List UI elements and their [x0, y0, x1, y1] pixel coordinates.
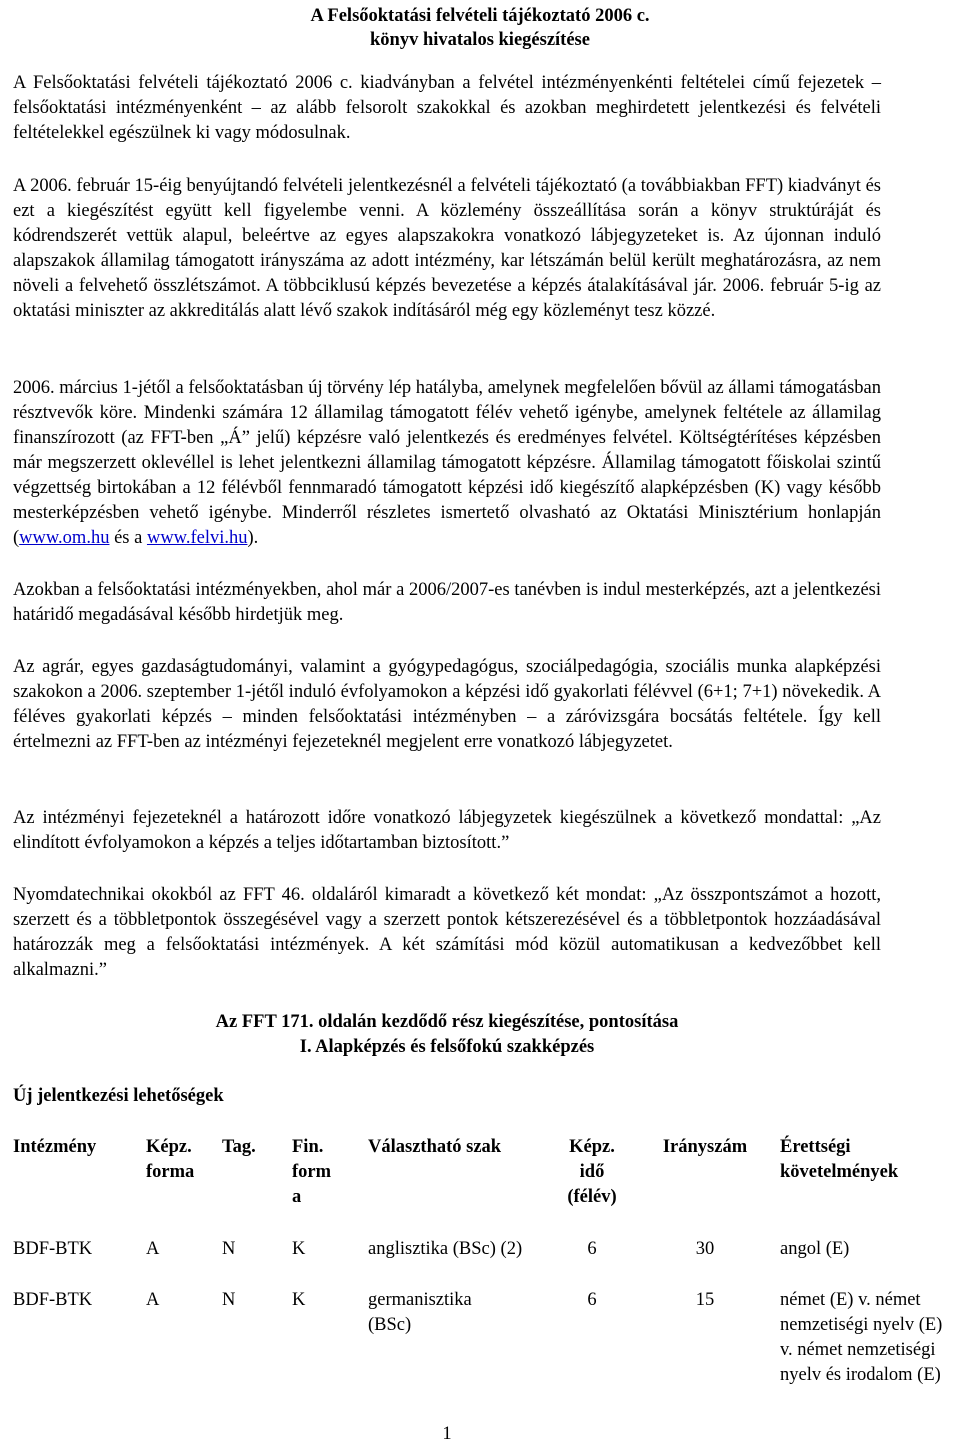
- paragraph-new-law: [13, 376, 881, 551]
- col-header-kepzesi-ido: Képz. idő (félév): [567, 1137, 617, 1207]
- col-header-valaszthato-szak: Választható szak: [368, 1137, 502, 1157]
- cell-szak: anglisztika (BSc) (2): [368, 1239, 523, 1259]
- paragraph-fft: A 2006. február 15-éig benyújtandó felvételi jelentkezésnél a felvételi tájékoztató (a továbbiakban FFT) kiadványt és ezt a kiegészítést együtt kell figyelembe venni. A közlemény összeállítása során a könyv struktúráját és kódrendszerét vettük alapul, beleértve az egyes alapszakokra vonatkozó lábjegyzeteket is. Az újonnan induló alapszakok államilag támogatott irányszáma az adott intézmény, kar létszámán belül került meghatározásra, az nem növeli a felvehető összlétszámot. A többciklusú képzés bevezetése a képzés átalakításával jár. 2006. február 5-ig az oktatási miniszter az akkreditálás alatt lévő szakok indításáról még egy közleményt tesz közzé.: [13, 176, 881, 321]
- section-heading: Az FFT 171. oldalán kezdődő rész kiegészítése, pontosítása: [215, 1012, 679, 1032]
- cell-kepzesi-ido: 6: [587, 1290, 597, 1310]
- paragraph-intro: A Felsőoktatási felvételi tájékoztató 2006 c. kiadványban a felvétel intézményenkénti feltételei című fejezetek – felsőoktatási intézményenként – az alább felsorolt szakokkal és azokban meghirdetett jelentkezési és felvételi feltételekkel egészülnek ki vagy módosulnak.: [13, 73, 881, 143]
- paragraph-practice-semester: Az agrár, egyes gazdaságtudományi, valamint a gyógypedagógus, szociálpedagógia, szociális munka alapképzési szakokon a 2006. szeptember 1-jétől induló évfolyamokon a képzési idő gyakorlati félévvel (6+1; 7+1) növekedik. A féléves gyakorlati képzés – minden felsőoktatási intézményben – a záróvizsgára bocsátás feltétele. Így kell értelmezni az FFT-ben az intézményi fejezeteknél megjelent erre vonatkozó lábjegyzetet.: [13, 657, 881, 752]
- cell-kepzesi-ido: 6: [587, 1239, 597, 1259]
- cell-tagozat: N: [222, 1239, 236, 1259]
- om-link[interactable]: www.om.hu: [19, 528, 110, 548]
- paragraph-new-law-text: 2006. március 1-jétől a felsőoktatásban új törvény lép hatályba, amelynek megfelelően bővül az állami támogatásban résztvevők köre. Mindenki számára 12 államilag támogatott félév vehető igénybe, amelynek feltétele az államilag finanszírozott (az FFT-ben „Á” jelű) képzésre való jelentkezés és eredményes felvétel. Költségtérítéses képzésben már megszerzett oklevéllel is lehet jelentkezni államilag támogatott képzésre. Államilag támogatott főiskolai szintű végzettség birtokában a 12 félévből fennmaradó támogatott képzési idő kiegészítő alapképzésben (K) vagy később mesterképzésben vehető igénybe. Minderről részletes ismertető olvasható az Oktatási Minisztérium honlapján (: [13, 378, 881, 548]
- col-header-intezmeny: Intézmény: [13, 1137, 97, 1157]
- cell-iranyszam: 30: [695, 1239, 715, 1259]
- cell-erettsegi: német (E) v. német nemzetiségi nyelv (E) v. német nemzetiségi nyelv és irodalom (E): [780, 1290, 943, 1385]
- page-number: 1: [442, 1424, 452, 1444]
- felvi-link[interactable]: www.felvi.hu: [146, 528, 248, 548]
- paragraph-footnotes: Az intézményi fejezeteknél a határozott időre vonatkozó lábjegyzetek kiegészülnek a következő mondattal: „Az elindított évfolyamokon a képzés a teljes időtartamban biztosított.”: [13, 808, 881, 853]
- paragraph-missing-sentences: Nyomdatechnikai okokból az FFT 46. oldaláról kimaradt a következő két mondat: „Az összpontszámot a hozott, szerzett és a többletpontok összegésével vagy a szerzett pontok kétszerezésével és a többletpontok hozzáadásával határozzák meg a felsőoktatási intézmények. A két számítási mód közül automatikusan a kedvezőbbet kell alkalmazni.”: [13, 885, 881, 980]
- col-header-kepzesi-forma: Képz. forma: [146, 1137, 195, 1182]
- paragraph-new-law-end: ).: [247, 528, 259, 548]
- col-header-erettsegi: Érettségi követelmények: [780, 1137, 899, 1182]
- col-header-tagozat: Tag.: [222, 1137, 256, 1157]
- col-header-finanszirozasi-forma: Fin. form a: [292, 1137, 332, 1207]
- document-title-line-1: A Felsőoktatási felvételi tájékoztató 2006 c.: [310, 6, 650, 26]
- cell-iranyszam: 15: [695, 1290, 715, 1310]
- cell-finanszirozas: K: [292, 1290, 306, 1310]
- cell-kepzesi-forma: A: [146, 1239, 160, 1259]
- new-options-heading: Új jelentkezési lehetőségek: [13, 1086, 224, 1106]
- section-subheading-alapkepzes: I. Alapképzés és felsőfokú szakképzés: [299, 1037, 595, 1057]
- document-title-line-2: könyv hivatalos kiegészítése: [370, 30, 590, 50]
- cell-finanszirozas: K: [292, 1239, 306, 1259]
- cell-intezmeny: BDF-BTK: [13, 1290, 93, 1310]
- cell-szak: germanisztika (BSc): [368, 1290, 472, 1335]
- cell-intezmeny: BDF-BTK: [13, 1239, 93, 1259]
- col-header-iranyszam: Irányszám: [662, 1137, 748, 1157]
- paragraph-new-law-connector: és a: [109, 528, 147, 548]
- cell-kepzesi-forma: A: [146, 1290, 160, 1310]
- cell-tagozat: N: [222, 1290, 236, 1310]
- cell-erettsegi: angol (E): [780, 1239, 850, 1259]
- paragraph-masters: Azokban a felsőoktatási intézményekben, ahol már a 2006/2007-es tanévben is indul mesterképzés, azt a jelentkezési határidő megadásával később hirdetjük meg.: [13, 580, 881, 625]
